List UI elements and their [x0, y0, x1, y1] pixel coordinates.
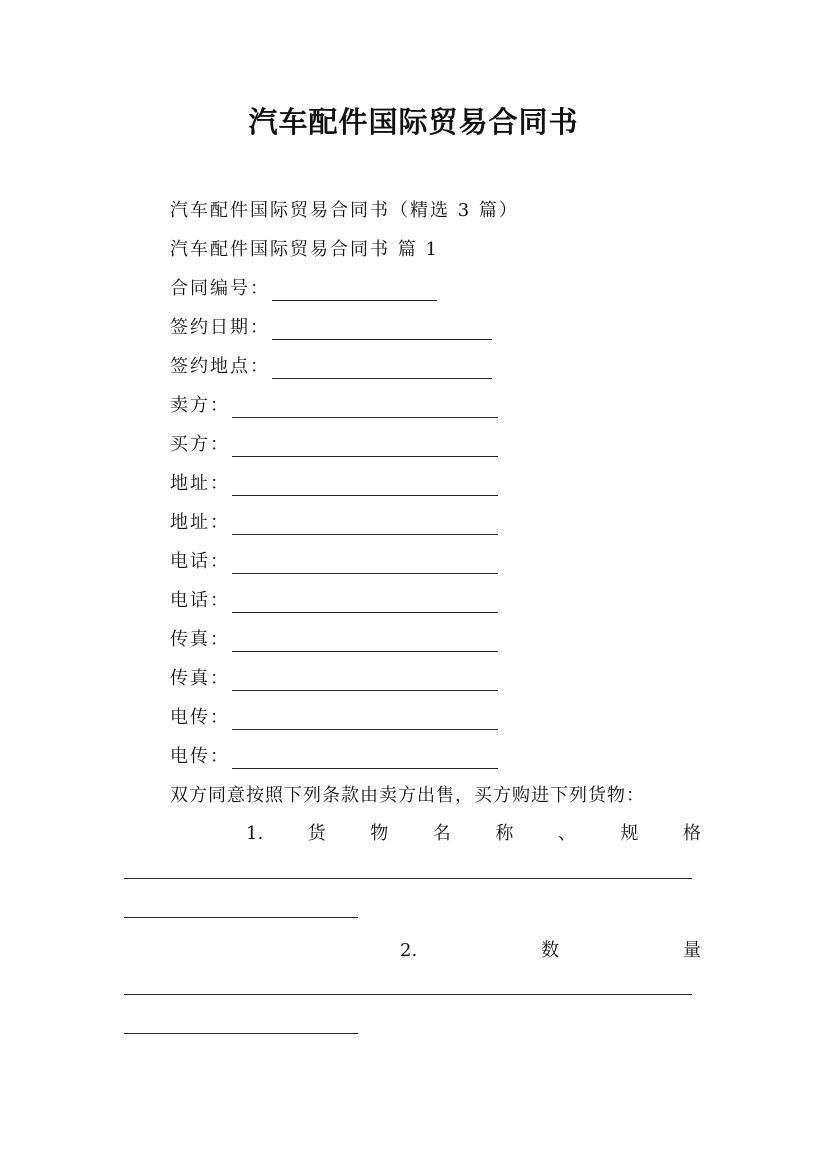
- item-char: 名: [432, 823, 451, 844]
- phone-field-1: [170, 550, 498, 574]
- address-field-1: [170, 472, 498, 496]
- fill-blank: [232, 594, 498, 613]
- field-label: 电话：: [170, 551, 230, 572]
- fill-blank: [232, 438, 498, 457]
- field-label: 电话：: [170, 590, 230, 611]
- fill-blank: [232, 672, 498, 691]
- fill-blank: [272, 321, 492, 340]
- fill-line: [124, 1033, 358, 1034]
- fill-line: [124, 917, 358, 918]
- item-1-goods-spec: [246, 822, 701, 846]
- item-char: 、: [557, 823, 576, 844]
- fill-blank: [232, 399, 498, 418]
- fax-field-1: [170, 628, 498, 652]
- item-char: 物: [370, 823, 389, 844]
- document-subtitle: 汽车配件国际贸易合同书（精选 3 篇）: [170, 200, 519, 221]
- field-label: 电传：: [170, 707, 230, 728]
- field-label: 地址：: [170, 473, 230, 494]
- item-number: 2.: [400, 940, 418, 961]
- fill-blank: [232, 711, 498, 730]
- fill-blank: [232, 477, 498, 496]
- item-char: 货: [307, 823, 326, 844]
- fill-blank: [232, 555, 498, 574]
- fill-blank: [272, 360, 492, 379]
- telex-field-1: [170, 706, 498, 730]
- item-2-quantity: [400, 939, 701, 963]
- fill-blank: [232, 633, 498, 652]
- field-label: 地址：: [170, 512, 230, 533]
- buyer-field: [170, 433, 498, 457]
- agreement-intro: 双方同意按照下列条款由卖方出售，买方购进下列货物：: [170, 785, 645, 806]
- document-title: 汽车配件国际贸易合同书: [248, 105, 579, 139]
- fill-blank: [232, 516, 498, 535]
- signing-place-field: [170, 355, 492, 379]
- contract-number-field: [170, 277, 437, 301]
- fax-field-2: [170, 667, 498, 691]
- phone-field-2: [170, 589, 498, 613]
- field-label: 传真：: [170, 668, 230, 689]
- fill-line: [124, 994, 692, 995]
- address-field-2: [170, 511, 498, 535]
- section-heading: 汽车配件国际贸易合同书 篇 1: [170, 239, 439, 260]
- field-label: 传真：: [170, 629, 230, 650]
- fill-blank: [272, 282, 437, 301]
- signing-date-field: [170, 316, 492, 340]
- field-label: 电传：: [170, 746, 230, 767]
- field-label: 合同编号：: [170, 278, 270, 299]
- seller-field: [170, 394, 498, 418]
- telex-field-2: [170, 745, 498, 769]
- item-char: 数: [541, 940, 560, 961]
- item-char: 量: [683, 940, 701, 961]
- item-char: 格: [682, 823, 701, 844]
- field-label: 卖方：: [170, 395, 230, 416]
- item-char: 称: [495, 823, 514, 844]
- fill-blank: [232, 750, 498, 769]
- field-label: 买方：: [170, 434, 230, 455]
- field-label: 签约日期：: [170, 317, 270, 338]
- item-number: 1.: [246, 823, 264, 844]
- field-label: 签约地点：: [170, 356, 270, 377]
- fill-line: [124, 878, 692, 879]
- item-char: 规: [620, 823, 639, 844]
